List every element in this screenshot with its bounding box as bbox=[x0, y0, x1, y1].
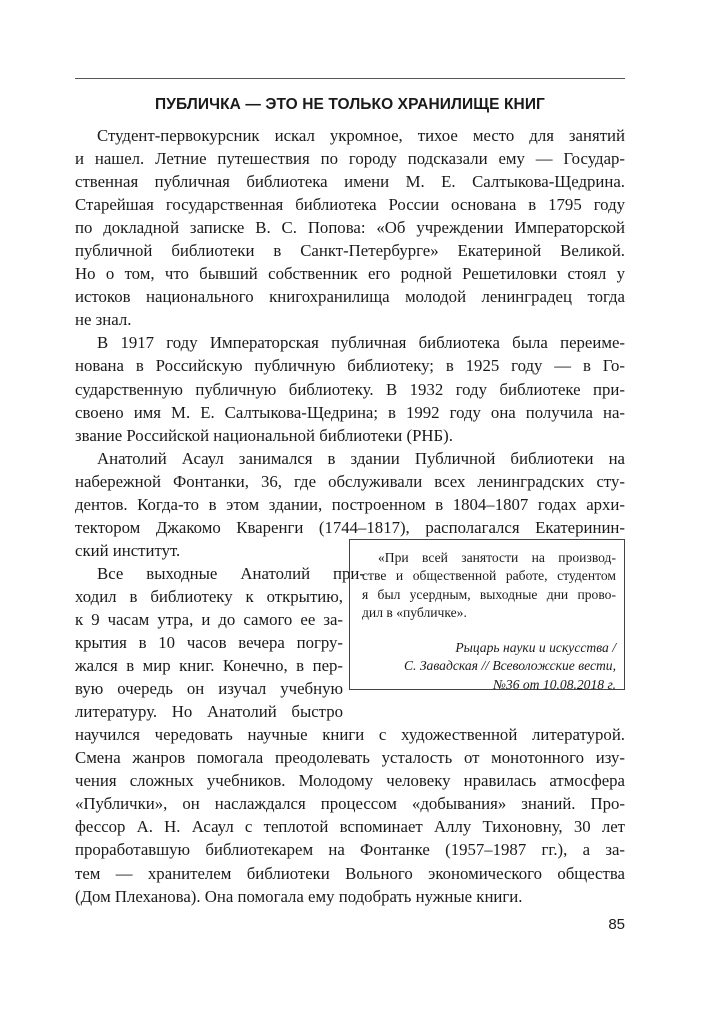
text-line: сударственную публичную библиотеку. В 1932 году библиотеке при- bbox=[75, 379, 625, 399]
text-line: к 9 часам утра, и до самого ее за- bbox=[75, 609, 343, 629]
text-line: истоков национального книгохранилища молодой ленинградец тогда bbox=[75, 287, 625, 307]
quote-line: дил в «публичке». bbox=[362, 605, 467, 621]
text-line: фессор А. Н. Асаул с теплотой вспоминает Аллу Тихоновну, 30 лет bbox=[75, 817, 625, 837]
text-line: звание Российской национальной библиотеки (РНБ). bbox=[75, 425, 453, 445]
section-heading: ПУБЛИЧКА — ЭТО НЕ ТОЛЬКО ХРАНИЛИЩЕ КНИГ bbox=[155, 96, 545, 113]
text-line: дентов. Когда-то в этом здании, построенном в 1804–1807 годах архи- bbox=[75, 494, 625, 514]
text-line: публичной библиотеки в Санкт-Петербурге» Екатериной Великой. bbox=[75, 241, 625, 261]
text-line: ственная публичная библиотека имени М. Е. Салтыкова-Щедрина. bbox=[75, 172, 625, 192]
quote-line: я был усердным, выходные дни прово- bbox=[362, 586, 616, 602]
text-line: Старейшая государственная библиотека России основана в 1795 году bbox=[75, 195, 625, 215]
text-line: тектором Джакомо Кваренги (1744–1817), располагался Екатеринин- bbox=[75, 517, 625, 537]
header-rule bbox=[75, 78, 625, 79]
text-line: (Дом Плеханова). Она помогала ему подобрать нужные книги. bbox=[75, 886, 523, 906]
quote-source-line: С. Завадская // Всеволожские вести, bbox=[403, 658, 616, 674]
text-line: Но о том, что бывший собственник его родной Решетиловки стоял у bbox=[75, 264, 625, 284]
text-line: ский институт. bbox=[75, 540, 181, 560]
text-line: жался в мир книг. Конечно, в пер- bbox=[75, 656, 343, 676]
quote-line: «При всей занятости на производ- bbox=[378, 550, 616, 565]
quote-source-line: Рыцарь науки и искусства / bbox=[455, 639, 616, 655]
quote-box bbox=[349, 539, 625, 690]
text-line: научился чередовать научные книги с художественной литературой. bbox=[75, 725, 625, 745]
text-line: и нашел. Летние путешествия по городу подсказали ему — Государ- bbox=[75, 149, 625, 169]
text-line: проработавшую библиотекарем на Фонтанке (1957–1987 гг.), а за- bbox=[75, 840, 625, 860]
text-line: своено имя М. Е. Салтыкова-Щедрина; в 1992 году она получила на- bbox=[75, 402, 625, 422]
text-line: Все выходные Анатолий при- bbox=[97, 563, 365, 583]
text-line: тем — хранителем библиотеки Вольного экономического общества bbox=[75, 863, 625, 883]
text-line: литературу. Но Анатолий быстро bbox=[75, 702, 343, 722]
text-line: крытия в 10 часов вечера погру- bbox=[75, 633, 343, 653]
text-line: набережной Фонтанки, 36, где обслуживали всех ленинградских сту- bbox=[75, 471, 625, 491]
text-line: Смена жанров помогала преодолевать усталость от монотонного изу- bbox=[75, 748, 625, 768]
text-line: чения сложных учебников. Молодому человеку нравилась атмосфера bbox=[75, 771, 625, 791]
quote-line: стве и общественной работе, студентом bbox=[362, 568, 616, 584]
text-line: Студент-первокурсник искал укромное, тихое место для занятий bbox=[97, 126, 625, 145]
text-line: «Публички», он наслаждался процессом «добывания» знаний. Про- bbox=[75, 794, 625, 814]
quote-source-line: №36 от 10.08.2018 г. bbox=[493, 676, 616, 692]
text-line: В 1917 году Императорская публичная библиотека была переиме- bbox=[97, 333, 625, 353]
text-line: нована в Российскую публичную библиотеку; в 1925 году — в Го- bbox=[75, 356, 625, 376]
text-line: Анатолий Асаул занимался в здании Публичной библиотеки на bbox=[97, 448, 625, 468]
body-text bbox=[75, 124, 625, 908]
text-line: вую очередь он изучал учебную bbox=[75, 679, 343, 699]
text-line: по докладной записке В. С. Попова: «Об учреждении Императорской bbox=[75, 218, 625, 238]
text-line: ходил в библиотеку к открытию, bbox=[75, 586, 343, 606]
text-line: не знал. bbox=[75, 310, 132, 330]
page-number: 85 bbox=[608, 916, 625, 933]
